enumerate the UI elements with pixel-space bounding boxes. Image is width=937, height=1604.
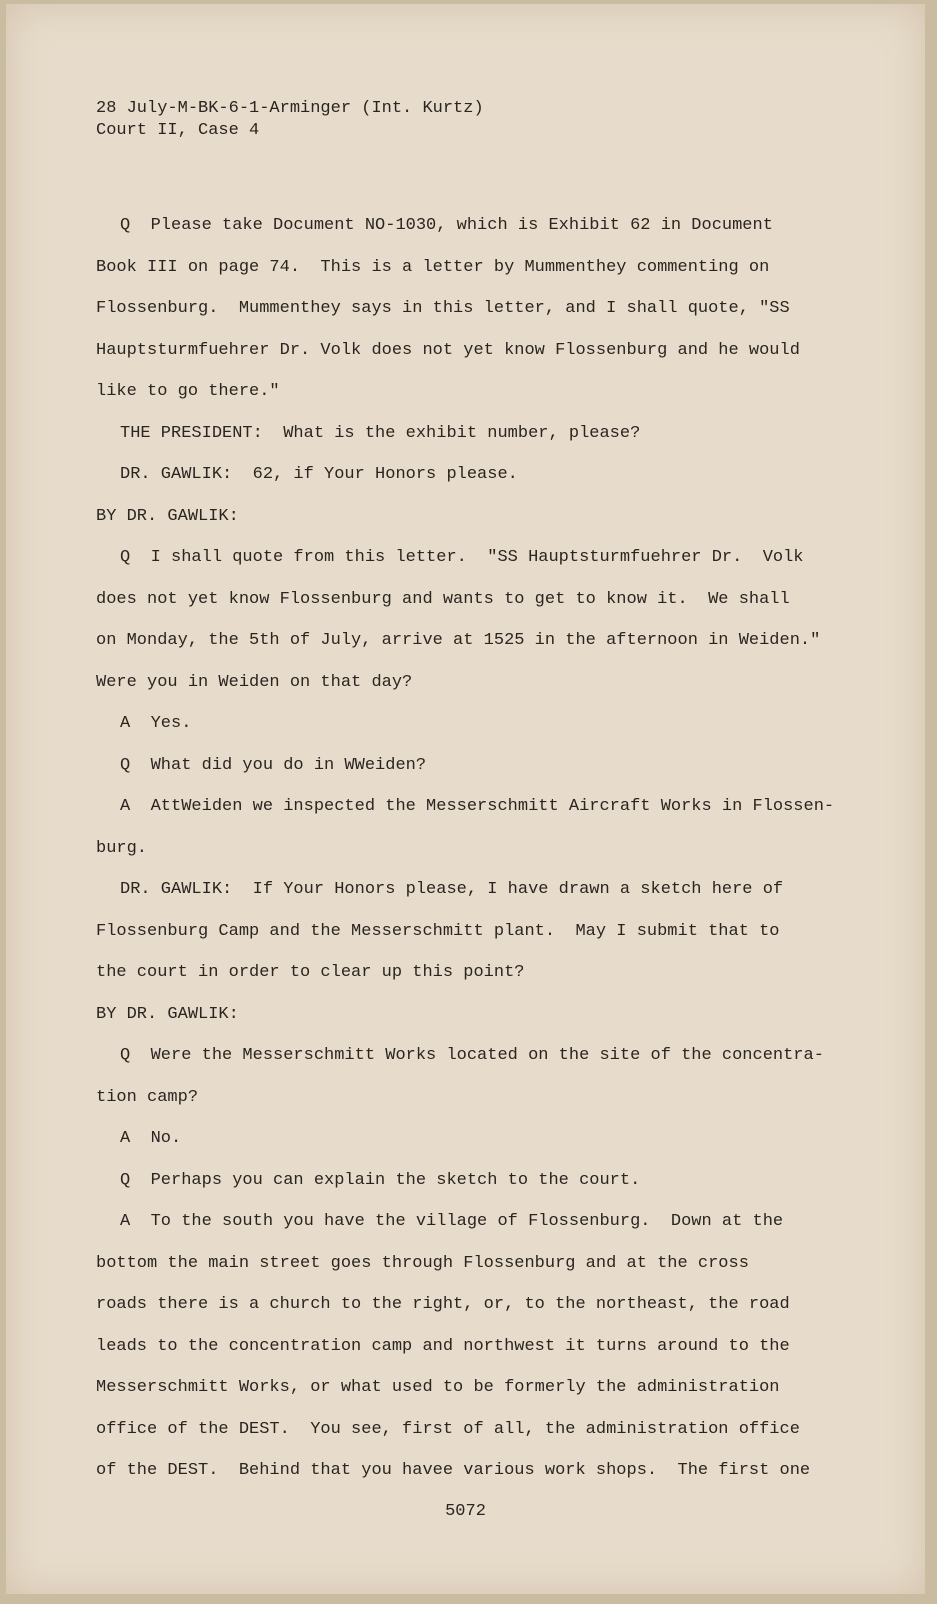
text-line: Hauptsturmfuehrer Dr. Volk does not yet know Flossenburg and he would bbox=[96, 340, 800, 360]
text-line: A Yes. bbox=[120, 714, 192, 733]
text-line: A No. bbox=[120, 1129, 182, 1148]
text-line: does not yet know Flossenburg and wants to get to know it. We shall bbox=[96, 589, 790, 609]
text-line: bottom the main street goes through Flossenburg and at the cross bbox=[96, 1253, 749, 1273]
text-line: A AttWeiden we inspected the Messerschmitt Aircraft Works in Flossen- bbox=[120, 797, 835, 816]
text-line: BY DR. GAWLIK: bbox=[96, 1004, 239, 1024]
page-number: 5072 bbox=[445, 1502, 486, 1521]
text-line: Flossenburg Camp and the Messerschmitt plant. May I submit that to bbox=[96, 921, 780, 941]
text-line: tion camp? bbox=[96, 1087, 199, 1107]
document-header bbox=[96, 98, 484, 142]
text-line: Were you in Weiden on that day? bbox=[96, 672, 413, 692]
text-line: roads there is a church to the right, or, to the northeast, the road bbox=[96, 1295, 790, 1314]
text-line: Messerschmitt Works, or what used to be formerly the administration bbox=[96, 1378, 780, 1397]
header-line-1: 28 July-M-BK-6-1-Arminger (Int. Kurtz) bbox=[96, 99, 484, 118]
text-line: like to go there." bbox=[96, 382, 280, 401]
text-line: DR. GAWLIK: If Your Honors please, I have drawn a sketch here of bbox=[120, 880, 784, 899]
text-line: BY DR. GAWLIK: bbox=[96, 506, 239, 526]
text-line: Book III on page 74. This is a letter by Mummenthey commenting on bbox=[96, 257, 770, 277]
text-line: Q What did you do in WWeiden? bbox=[120, 755, 427, 775]
text-line: Q Perhaps you can explain the sketch to the court. bbox=[120, 1170, 641, 1190]
transcript-body bbox=[96, 211, 836, 1498]
text-line: on Monday, the 5th of July, arrive at 1525 in the afternoon in Weiden." bbox=[96, 631, 821, 650]
text-line: A To the south you have the village of Flossenburg. Down at the bbox=[120, 1212, 784, 1231]
text-line: burg. bbox=[96, 838, 148, 858]
text-line: Q Please take Document NO-1030, which is Exhibit 62 in Document bbox=[120, 216, 773, 235]
text-line: leads to the concentration camp and northwest it turns around to the bbox=[96, 1336, 790, 1356]
text-line: of the DEST. Behind that you havee various work shops. The first one bbox=[96, 1461, 811, 1480]
text-line: Q Were the Messerschmitt Works located on the site of the concentra- bbox=[120, 1046, 824, 1065]
text-line: the court in order to clear up this point? bbox=[96, 963, 525, 982]
header-line-2: Court II, Case 4 bbox=[96, 121, 260, 140]
text-line: THE PRESIDENT: What is the exhibit number, please? bbox=[120, 423, 641, 443]
document-page bbox=[6, 4, 925, 1594]
text-line: DR. GAWLIK: 62, if Your Honors please. bbox=[120, 465, 518, 484]
text-line: Flossenburg. Mummenthey says in this letter, and I shall quote, "SS bbox=[96, 299, 790, 318]
text-line: office of the DEST. You see, first of all, the administration office bbox=[96, 1419, 800, 1439]
text-line: Q I shall quote from this letter. "SS Hauptsturmfuehrer Dr. Volk bbox=[120, 548, 804, 567]
